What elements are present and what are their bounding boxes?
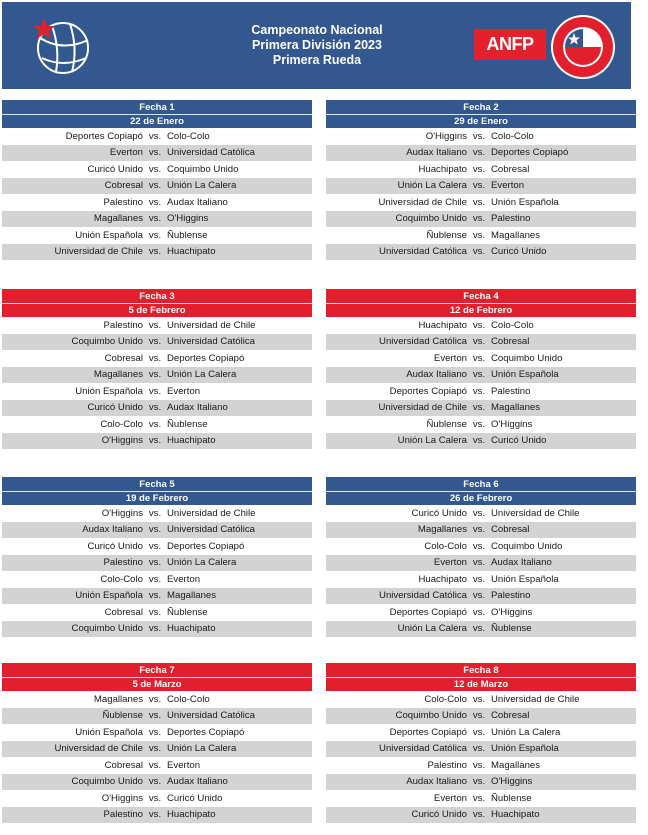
away-team: Ñublense xyxy=(491,623,532,635)
match-row xyxy=(326,621,636,638)
away-team: Unión Española xyxy=(491,573,559,585)
away-team: Curicó Unido xyxy=(491,246,547,258)
match-row xyxy=(2,555,312,572)
home-team: Unión Española xyxy=(75,229,143,241)
home-team: Everton xyxy=(433,792,467,804)
match-row xyxy=(326,400,636,417)
vs-label: vs. xyxy=(148,540,162,552)
vs-label: vs. xyxy=(148,524,162,536)
home-team: Colo-Colo xyxy=(100,573,143,585)
vs-label: vs. xyxy=(148,402,162,414)
match-row xyxy=(2,538,312,555)
vs-label: vs. xyxy=(148,606,162,618)
away-team: O'Higgins xyxy=(491,418,533,430)
vs-label: vs. xyxy=(148,435,162,447)
away-team: Huachipato xyxy=(167,435,216,447)
match-row xyxy=(326,128,636,145)
vs-label: vs. xyxy=(472,402,486,414)
fecha-header xyxy=(326,100,636,128)
home-team: O'Higgins xyxy=(101,435,143,447)
away-team: Unión La Calera xyxy=(491,726,561,738)
home-team: Cobresal xyxy=(104,606,143,618)
match-row xyxy=(326,194,636,211)
vs-label: vs. xyxy=(472,352,486,364)
vs-label: vs. xyxy=(472,792,486,804)
home-team: Cobresal xyxy=(104,180,143,192)
home-team: Coquimbo Unido xyxy=(71,336,143,348)
home-team: Huachipato xyxy=(418,163,467,175)
home-team: Universidad Católica xyxy=(379,336,467,348)
home-team: Cobresal xyxy=(104,759,143,771)
fecha-title: Fecha 5 xyxy=(139,479,175,490)
home-team: Universidad Católica xyxy=(379,743,467,755)
match-row xyxy=(2,416,312,433)
match-row xyxy=(326,708,636,725)
vs-label: vs. xyxy=(472,130,486,142)
vs-label: vs. xyxy=(148,776,162,788)
home-team: Palestino xyxy=(103,196,143,208)
away-team: Ñublense xyxy=(167,418,208,430)
page-title xyxy=(202,23,432,68)
vs-label: vs. xyxy=(472,180,486,192)
match-row xyxy=(326,807,636,824)
home-team: Audax Italiano xyxy=(406,369,467,381)
fecha-title: Fecha 4 xyxy=(463,291,499,302)
vs-label: vs. xyxy=(472,726,486,738)
vs-label: vs. xyxy=(148,792,162,804)
home-team: Magallanes xyxy=(93,693,143,705)
away-team: Ñublense xyxy=(491,792,532,804)
away-team: Palestino xyxy=(491,385,531,397)
match-row xyxy=(2,244,312,261)
vs-label: vs. xyxy=(148,213,162,225)
match-row xyxy=(326,178,636,195)
fecha-header xyxy=(326,663,636,691)
match-row xyxy=(2,194,312,211)
away-team: Colo-Colo xyxy=(167,130,210,142)
home-team: Unión La Calera xyxy=(397,435,467,447)
fecha-block-4 xyxy=(326,289,636,449)
fecha-header xyxy=(2,663,312,691)
home-team: Deportes Copiapó xyxy=(389,385,467,397)
vs-label: vs. xyxy=(472,336,486,348)
vs-label: vs. xyxy=(148,726,162,738)
home-team: Universidad de Chile xyxy=(54,743,143,755)
home-team: Unión La Calera xyxy=(397,180,467,192)
away-team: Magallanes xyxy=(491,759,541,771)
away-team: Cobresal xyxy=(491,524,530,536)
away-team: Universidad Católica xyxy=(167,147,255,159)
match-row xyxy=(2,691,312,708)
match-row xyxy=(2,757,312,774)
home-team: Unión La Calera xyxy=(397,623,467,635)
home-team: Unión Española xyxy=(75,590,143,602)
title-line-3: Primera Rueda xyxy=(272,53,362,67)
match-row xyxy=(326,604,636,621)
match-row xyxy=(2,227,312,244)
away-team: Deportes Copiapó xyxy=(167,540,245,552)
match-row xyxy=(326,161,636,178)
away-team: Universidad Católica xyxy=(167,336,255,348)
vs-label: vs. xyxy=(472,710,486,722)
vs-label: vs. xyxy=(148,573,162,585)
vs-label: vs. xyxy=(472,229,486,241)
match-row xyxy=(326,555,636,572)
match-row xyxy=(2,621,312,638)
fecha-block-8 xyxy=(326,663,636,823)
away-team: Unión Española xyxy=(491,196,559,208)
vs-label: vs. xyxy=(148,130,162,142)
home-team: Magallanes xyxy=(417,524,467,536)
match-row xyxy=(2,522,312,539)
match-row xyxy=(326,741,636,758)
home-team: O'Higgins xyxy=(101,792,143,804)
home-team: Cobresal xyxy=(104,352,143,364)
away-team: Universidad de Chile xyxy=(167,507,256,519)
vs-label: vs. xyxy=(472,809,486,821)
away-team: Audax Italiano xyxy=(167,402,228,414)
fecha-block-7 xyxy=(2,663,312,823)
match-row xyxy=(2,708,312,725)
home-team: Universidad Católica xyxy=(379,246,467,258)
home-team: Palestino xyxy=(103,809,143,821)
title-line-2: Primera División 2023 xyxy=(252,38,382,52)
fecha-title: Fecha 7 xyxy=(139,665,175,676)
away-team: Unión La Calera xyxy=(167,369,237,381)
vs-label: vs. xyxy=(148,557,162,569)
home-team: Universidad de Chile xyxy=(378,196,467,208)
match-row xyxy=(326,691,636,708)
home-team: Ñublense xyxy=(426,418,467,430)
match-row xyxy=(326,538,636,555)
home-team: Palestino xyxy=(103,319,143,331)
vs-label: vs. xyxy=(148,759,162,771)
vs-label: vs. xyxy=(148,246,162,258)
match-row xyxy=(326,571,636,588)
away-team: Palestino xyxy=(491,590,531,602)
match-row xyxy=(326,317,636,334)
home-team: Magallanes xyxy=(93,213,143,225)
match-row xyxy=(2,145,312,162)
vs-label: vs. xyxy=(472,196,486,208)
match-row xyxy=(326,145,636,162)
vs-label: vs. xyxy=(472,418,486,430)
match-row xyxy=(326,774,636,791)
match-row xyxy=(326,433,636,450)
fecha-block-6 xyxy=(326,477,636,637)
home-team: Deportes Copiapó xyxy=(389,726,467,738)
vs-label: vs. xyxy=(472,246,486,258)
home-team: Universidad de Chile xyxy=(378,402,467,414)
away-team: Huachipato xyxy=(167,809,216,821)
fecha-date: 12 de Marzo xyxy=(453,679,509,690)
vs-label: vs. xyxy=(148,369,162,381)
vs-label: vs. xyxy=(148,352,162,364)
vs-label: vs. xyxy=(472,435,486,447)
fecha-header xyxy=(326,477,636,505)
match-row xyxy=(2,128,312,145)
away-team: Unión Española xyxy=(491,369,559,381)
away-team: Unión La Calera xyxy=(167,557,237,569)
away-team: Magallanes xyxy=(491,229,541,241)
fecha-date: 29 de Enero xyxy=(454,116,508,127)
fecha-block-3 xyxy=(2,289,312,449)
away-team: Audax Italiano xyxy=(167,776,228,788)
away-team: Deportes Copiapó xyxy=(167,726,245,738)
away-team: O'Higgins xyxy=(491,776,533,788)
fecha-title: Fecha 3 xyxy=(139,291,175,302)
match-row xyxy=(326,724,636,741)
home-team: Magallanes xyxy=(93,369,143,381)
home-team: Curicó Unido xyxy=(87,163,143,175)
home-team: Deportes Copiapó xyxy=(389,606,467,618)
away-team: Universidad de Chile xyxy=(491,693,580,705)
away-team: Audax Italiano xyxy=(491,557,552,569)
vs-label: vs. xyxy=(148,163,162,175)
home-team: Audax Italiano xyxy=(406,147,467,159)
match-row xyxy=(2,350,312,367)
away-team: Huachipato xyxy=(491,809,540,821)
home-team: O'Higgins xyxy=(425,130,467,142)
match-row xyxy=(2,774,312,791)
away-team: Unión Española xyxy=(491,743,559,755)
basketball-globe-logo xyxy=(30,8,92,82)
vs-label: vs. xyxy=(472,590,486,602)
match-row xyxy=(2,807,312,824)
anfp-logo: ANFP xyxy=(474,29,546,60)
home-team: Unión Española xyxy=(75,726,143,738)
vs-label: vs. xyxy=(472,385,486,397)
home-team: Colo-Colo xyxy=(424,540,467,552)
home-team: Coquimbo Unido xyxy=(395,213,467,225)
home-team: Curicó Unido xyxy=(411,507,467,519)
home-team: Palestino xyxy=(427,759,467,771)
match-row xyxy=(2,400,312,417)
home-team: Colo-Colo xyxy=(100,418,143,430)
fecha-title: Fecha 2 xyxy=(463,102,499,113)
vs-label: vs. xyxy=(148,710,162,722)
home-team: Huachipato xyxy=(418,319,467,331)
away-team: Deportes Copiapó xyxy=(491,147,569,159)
federation-seal-logo xyxy=(550,14,616,80)
home-team: Audax Italiano xyxy=(82,524,143,536)
vs-label: vs. xyxy=(472,507,486,519)
match-row xyxy=(2,383,312,400)
away-team: Colo-Colo xyxy=(167,693,210,705)
vs-label: vs. xyxy=(472,557,486,569)
away-team: Huachipato xyxy=(167,246,216,258)
home-team: Deportes Copiapó xyxy=(65,130,143,142)
away-team: Coquimbo Unido xyxy=(167,163,239,175)
vs-label: vs. xyxy=(472,319,486,331)
fecha-title: Fecha 6 xyxy=(463,479,499,490)
match-row xyxy=(326,227,636,244)
home-team: Audax Italiano xyxy=(406,776,467,788)
away-team: Universidad de Chile xyxy=(167,319,256,331)
fecha-header xyxy=(2,289,312,317)
match-row xyxy=(326,757,636,774)
home-team: Coquimbo Unido xyxy=(71,623,143,635)
vs-label: vs. xyxy=(148,180,162,192)
home-team: O'Higgins xyxy=(101,507,143,519)
vs-label: vs. xyxy=(148,319,162,331)
away-team: Everton xyxy=(491,180,525,192)
fecha-header xyxy=(2,477,312,505)
vs-label: vs. xyxy=(148,196,162,208)
away-team: Unión La Calera xyxy=(167,743,237,755)
match-row xyxy=(326,350,636,367)
home-team: Universidad Católica xyxy=(379,590,467,602)
vs-label: vs. xyxy=(148,507,162,519)
away-team: Palestino xyxy=(491,213,531,225)
home-team: Everton xyxy=(433,557,467,569)
match-row xyxy=(2,433,312,450)
fecha-title: Fecha 1 xyxy=(139,102,175,113)
vs-label: vs. xyxy=(472,147,486,159)
match-row xyxy=(326,505,636,522)
away-team: Everton xyxy=(167,385,201,397)
away-team: Ñublense xyxy=(167,229,208,241)
vs-label: vs. xyxy=(472,743,486,755)
vs-label: vs. xyxy=(148,693,162,705)
vs-label: vs. xyxy=(472,213,486,225)
home-team: Coquimbo Unido xyxy=(71,776,143,788)
match-row xyxy=(2,571,312,588)
vs-label: vs. xyxy=(472,369,486,381)
home-team: Huachipato xyxy=(418,573,467,585)
vs-label: vs. xyxy=(472,540,486,552)
vs-label: vs. xyxy=(472,163,486,175)
vs-label: vs. xyxy=(148,809,162,821)
away-team: Everton xyxy=(167,759,201,771)
match-row xyxy=(326,416,636,433)
match-row xyxy=(2,317,312,334)
away-team: Cobresal xyxy=(491,710,530,722)
match-row xyxy=(2,161,312,178)
match-row xyxy=(2,604,312,621)
away-team: Universidad Católica xyxy=(167,524,255,536)
match-row xyxy=(2,741,312,758)
match-row xyxy=(2,588,312,605)
vs-label: vs. xyxy=(148,590,162,602)
home-team: Ñublense xyxy=(426,229,467,241)
home-team: Coquimbo Unido xyxy=(395,710,467,722)
match-row xyxy=(2,724,312,741)
away-team: Curicó Unido xyxy=(167,792,223,804)
home-team: Unión Española xyxy=(75,385,143,397)
vs-label: vs. xyxy=(472,693,486,705)
vs-label: vs. xyxy=(148,743,162,755)
away-team: Everton xyxy=(167,573,201,585)
away-team: O'Higgins xyxy=(167,213,209,225)
home-team: Ñublense xyxy=(102,710,143,722)
fecha-header xyxy=(2,100,312,128)
home-team: Colo-Colo xyxy=(424,693,467,705)
match-row xyxy=(326,244,636,261)
match-row xyxy=(2,367,312,384)
match-row xyxy=(326,367,636,384)
home-team: Universidad de Chile xyxy=(54,246,143,258)
fecha-title: Fecha 8 xyxy=(463,665,499,676)
away-team: Deportes Copiapó xyxy=(167,352,245,364)
vs-label: vs. xyxy=(148,623,162,635)
fecha-header xyxy=(326,289,636,317)
vs-label: vs. xyxy=(472,776,486,788)
away-team: Audax Italiano xyxy=(167,196,228,208)
fecha-date: 12 de Febrero xyxy=(449,305,513,316)
match-row xyxy=(326,790,636,807)
home-team: Curicó Unido xyxy=(411,809,467,821)
fecha-date: 22 de Enero xyxy=(130,116,184,127)
fecha-block-5 xyxy=(2,477,312,637)
away-team: Magallanes xyxy=(167,590,217,602)
match-row xyxy=(2,505,312,522)
vs-label: vs. xyxy=(148,385,162,397)
fecha-date: 26 de Febrero xyxy=(449,493,513,504)
vs-label: vs. xyxy=(148,418,162,430)
match-row xyxy=(326,334,636,351)
away-team: Coquimbo Unido xyxy=(491,540,563,552)
vs-label: vs. xyxy=(472,573,486,585)
away-team: Unión La Calera xyxy=(167,180,237,192)
vs-label: vs. xyxy=(472,623,486,635)
match-row xyxy=(2,790,312,807)
away-team: Huachipato xyxy=(167,623,216,635)
home-team: Everton xyxy=(433,352,467,364)
away-team: Coquimbo Unido xyxy=(491,352,563,364)
vs-label: vs. xyxy=(148,229,162,241)
match-row xyxy=(2,334,312,351)
page-header xyxy=(2,2,631,89)
home-team: Curicó Unido xyxy=(87,402,143,414)
home-team: Curicó Unido xyxy=(87,540,143,552)
match-row xyxy=(2,211,312,228)
match-row xyxy=(326,383,636,400)
vs-label: vs. xyxy=(472,759,486,771)
fecha-block-1 xyxy=(2,100,312,260)
away-team: Cobresal xyxy=(491,336,530,348)
fecha-date: 5 de Febrero xyxy=(128,305,186,316)
match-row xyxy=(326,522,636,539)
away-team: Universidad de Chile xyxy=(491,507,580,519)
away-team: Ñublense xyxy=(167,606,208,618)
away-team: Magallanes xyxy=(491,402,541,414)
away-team: Colo-Colo xyxy=(491,130,534,142)
vs-label: vs. xyxy=(472,606,486,618)
away-team: O'Higgins xyxy=(491,606,533,618)
home-team: Everton xyxy=(109,147,143,159)
title-line-1: Campeonato Nacional xyxy=(251,23,383,37)
fecha-date: 19 de Febrero xyxy=(125,493,189,504)
away-team: Colo-Colo xyxy=(491,319,534,331)
vs-label: vs. xyxy=(148,147,162,159)
match-row xyxy=(2,178,312,195)
match-row xyxy=(326,211,636,228)
fecha-date: 5 de Marzo xyxy=(132,679,182,690)
vs-label: vs. xyxy=(148,336,162,348)
away-team: Universidad Católica xyxy=(167,710,255,722)
away-team: Cobresal xyxy=(491,163,530,175)
match-row xyxy=(326,588,636,605)
fecha-block-2 xyxy=(326,100,636,260)
home-team: Palestino xyxy=(103,557,143,569)
away-team: Curicó Unido xyxy=(491,435,547,447)
vs-label: vs. xyxy=(472,524,486,536)
